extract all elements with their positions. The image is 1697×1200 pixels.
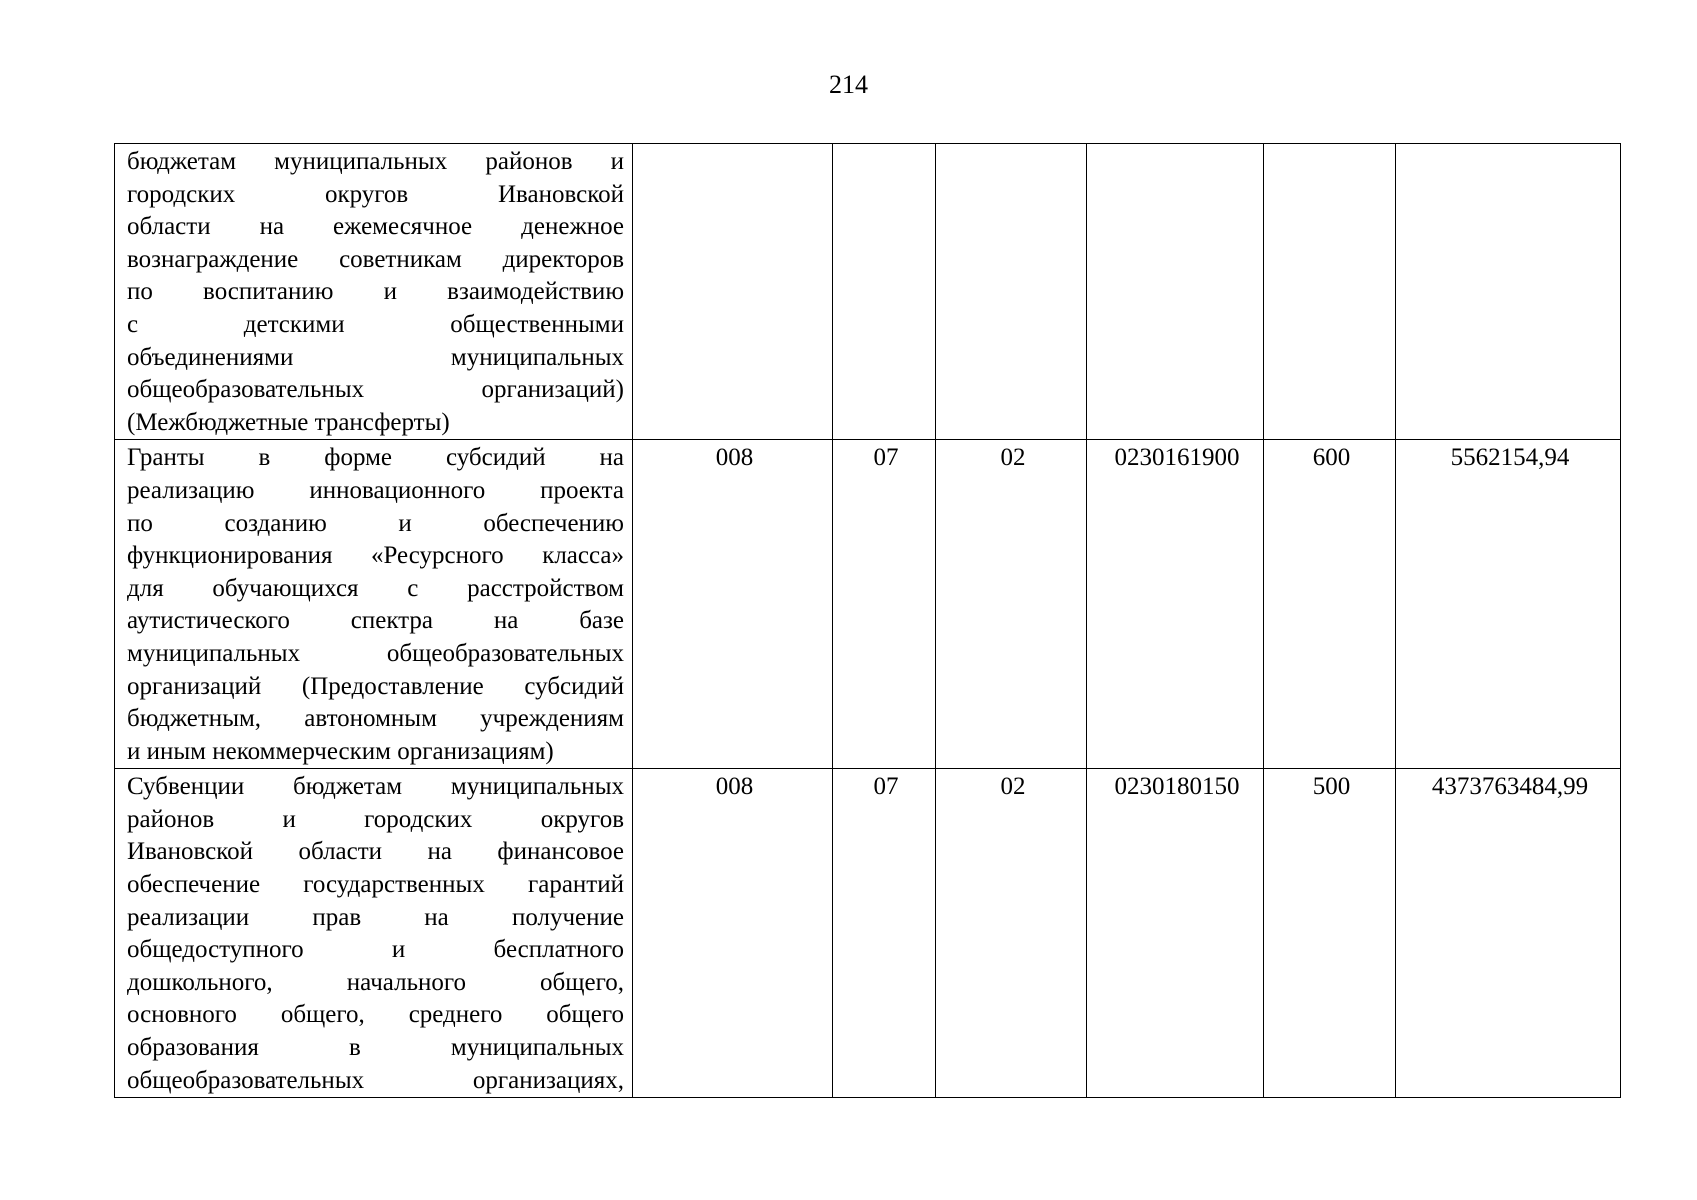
description-line: Гранты в форме субсидий на — [127, 444, 624, 472]
table-row — [115, 769, 1621, 1098]
ministry-code-cell: 008 — [633, 769, 833, 1098]
description-cell — [115, 144, 633, 440]
description-cell — [115, 769, 633, 1098]
amount-cell: 4373763484,99 — [1396, 769, 1621, 1098]
description-line: (Межбюджетные трансферты) — [127, 408, 450, 436]
description-line: для обучающихся с расстройством — [127, 574, 624, 602]
section-code-cell: 07 — [833, 769, 936, 1098]
description-line: вознаграждение советникам директоров — [127, 245, 624, 273]
description-line: с детскими общественными — [127, 310, 624, 338]
description-line: Ивановской области на финансовое — [127, 838, 624, 866]
description-line: бюджетам муниципальных районов и — [127, 148, 624, 175]
description-line: общеобразовательных организаций) — [127, 376, 624, 404]
page-number: 214 — [829, 70, 868, 99]
description-line: организаций (Предоставление субсидий — [127, 672, 624, 700]
description-line: муниципальных общеобразовательных — [127, 639, 624, 667]
target-article-cell: 0230161900 — [1087, 440, 1264, 769]
description-line: Субвенции бюджетам муниципальных — [127, 773, 624, 801]
table-body — [115, 144, 1621, 1098]
description-cell — [115, 440, 633, 769]
description-line: функционирования «Ресурсного класса» — [127, 542, 624, 570]
amount-cell: 5562154,94 — [1396, 440, 1621, 769]
budget-table — [114, 143, 1621, 1098]
section-code-cell — [833, 144, 936, 440]
table-row — [115, 144, 1621, 440]
expense-type-cell: 600 — [1264, 440, 1396, 769]
description-line: по созданию и обеспечению — [127, 509, 624, 537]
section-code-cell: 07 — [833, 440, 936, 769]
target-article-cell: 0230180150 — [1087, 769, 1264, 1098]
expense-type-cell — [1264, 144, 1396, 440]
ministry-code-cell — [633, 144, 833, 440]
description-line: обеспечение государственных гарантий — [127, 871, 624, 899]
description-line: бюджетным, автономным учреждениям — [127, 705, 624, 733]
description-line: городских округов Ивановской — [127, 180, 624, 208]
description-line: основного общего, среднего общего — [127, 1001, 624, 1029]
description-line: реализации прав на получение — [127, 903, 624, 931]
description-line: объединениями муниципальных — [127, 343, 624, 371]
description-line: аутистического спектра на базе — [127, 607, 624, 635]
description-line: реализацию инновационного проекта — [127, 476, 624, 504]
description-line: и иным некоммерческим организациям) — [127, 737, 554, 765]
subsection-code-cell: 02 — [936, 440, 1087, 769]
expense-type-cell: 500 — [1264, 769, 1396, 1098]
description-line: области на ежемесячное денежное — [127, 213, 624, 241]
amount-cell — [1396, 144, 1621, 440]
ministry-code-cell: 008 — [633, 440, 833, 769]
description-line: общеобразовательных организациях, — [127, 1066, 624, 1094]
description-line: дошкольного, начального общего, — [127, 968, 624, 996]
target-article-cell — [1087, 144, 1264, 440]
description-line: районов и городских округов — [127, 805, 624, 833]
table-row — [115, 440, 1621, 769]
description-line: по воспитанию и взаимодействию — [127, 278, 624, 306]
description-line: общедоступного и бесплатного — [127, 936, 624, 964]
subsection-code-cell: 02 — [936, 769, 1087, 1098]
subsection-code-cell — [936, 144, 1087, 440]
description-line: образования в муниципальных — [127, 1034, 624, 1062]
